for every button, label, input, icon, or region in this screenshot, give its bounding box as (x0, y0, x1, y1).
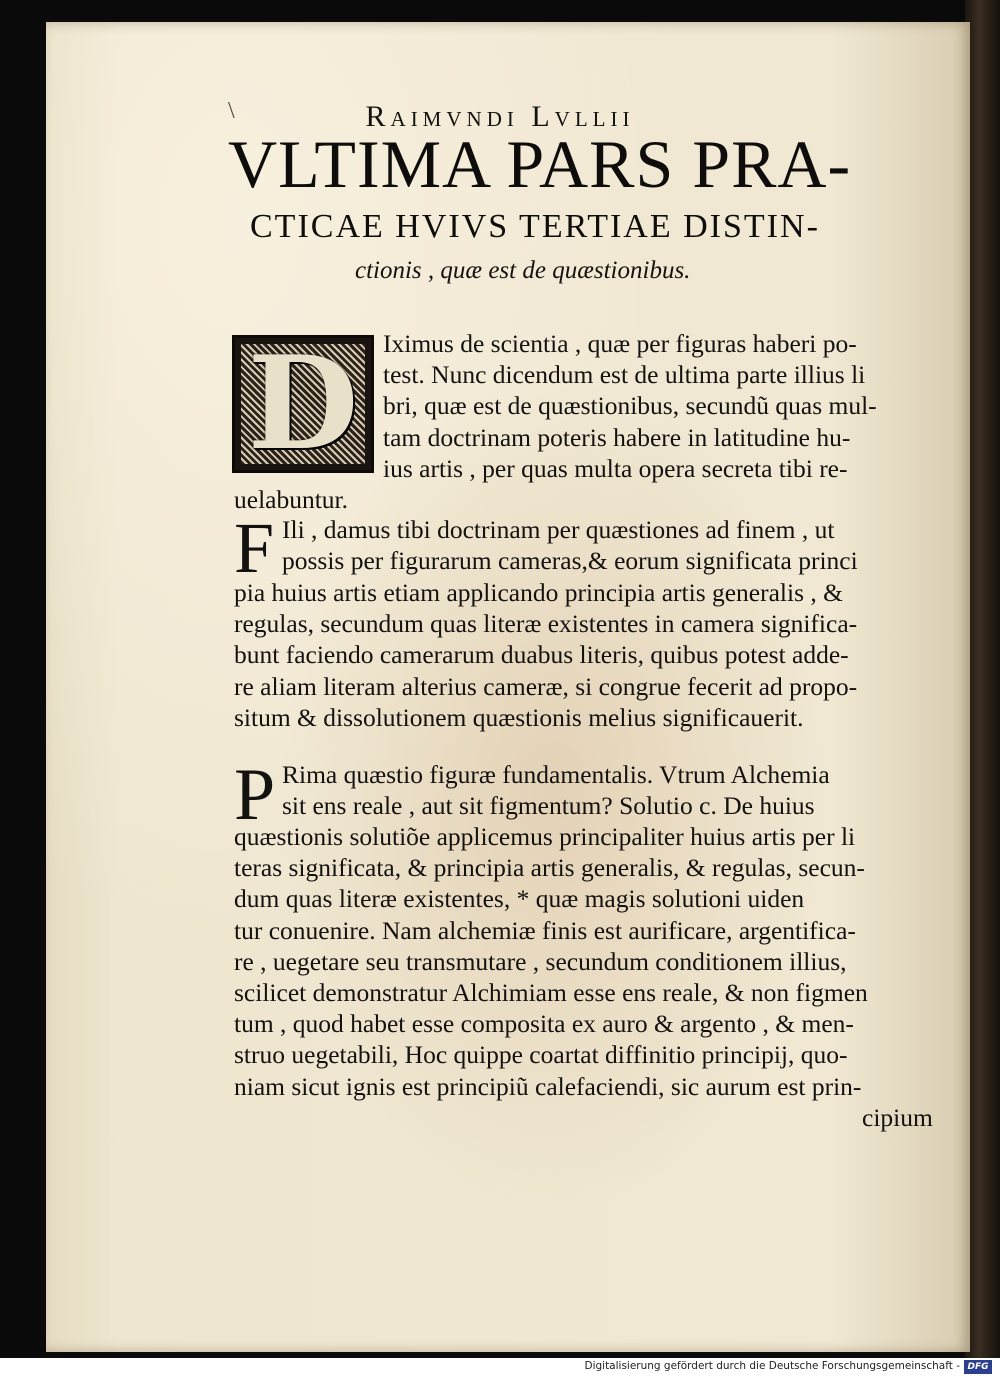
initial-letter: D (247, 329, 359, 479)
text-line: Rima quæstio figuræ fundamentalis. Vtrum Alchemia (282, 760, 830, 789)
text-line: niam sicut ignis est principiũ calefaciendi, sic aurum est prin- (234, 1071, 862, 1101)
text-line: tum , quod habet esse composita ex auro & argento , & men- (234, 1009, 854, 1039)
footer-bar (0, 1358, 1000, 1377)
text-line: tam doctrinam poteris habere in latitudine hu- (383, 422, 851, 452)
text-line: tur conuenire. Nam alchemiæ finis est aurificare, argentifica- (234, 915, 856, 945)
text-line: quæstionis solutiõe applicemus principaliter huius artis per li (234, 822, 856, 851)
text-line: dum quas literæ existentes, * quæ magis solutioni uiden (234, 884, 805, 914)
book-spine-edge (965, 0, 1000, 1358)
text-line: pia huius artis etiam applicando principia artis generalis , & (234, 578, 843, 607)
title-line-3: ctionis , quæ est de quæstionibus. (355, 257, 691, 284)
text-line: test. Nunc dicendum est de ultima parte illius li (383, 360, 866, 390)
funding-notice: Digitalisierung gefördert durch die Deutsche Forschungsgemeinschaft - (584, 1360, 960, 1372)
title-line-2: CTICAE HVIVS TERTIAE DISTIN- (250, 208, 820, 245)
text-line: situm & dissolutionem quæstionis melius significauerit. (234, 702, 804, 732)
paragraph-2-body (234, 577, 857, 733)
text-line: scilicet demonstratur Alchimiam esse ens reale, & non figmen (234, 977, 868, 1007)
initial-p: P (234, 754, 276, 836)
dfg-logo: DFG (964, 1360, 992, 1374)
catchword-text: cipium (862, 1103, 933, 1132)
text-line: regulas, secundum quas literæ existentes in camera significa- (234, 609, 858, 639)
text-line: re aliam literam alterius cameræ, si congrue fecerit ad propo- (234, 671, 858, 701)
running-head-text: Raimvndi Lvllii (365, 100, 635, 133)
catchword (862, 1102, 933, 1133)
paragraph-3-body (234, 821, 868, 1102)
text-line: Ili , damus tibi doctrinam per quæstiones ad finem , ut (282, 515, 835, 544)
paragraph-1-beside-initial (383, 328, 953, 484)
title-line-1: VLTIMA PARS PRA- (228, 126, 852, 202)
text-line: struo uegetabili, Hoc quippe coartat diffinitio principij, quo- (234, 1040, 848, 1070)
text-line: uelabuntur. (234, 485, 349, 514)
text-line: ius artis , per quas multa opera secreta tibi re- (383, 453, 848, 483)
decorated-initial-d (232, 329, 374, 479)
margin-mark: \ (228, 98, 240, 124)
text-line: Iximus de scientia , quæ per figuras haberi po- (383, 329, 857, 358)
paragraph-2-head (282, 514, 858, 576)
text-line: bunt faciendo camerarum duabus literis, quibus potest adde- (234, 640, 849, 670)
text-line: re , uegetare seu transmutare , secundum conditionem illius, (234, 946, 847, 976)
text-line: bri, quæ est de quæstionibus, secundũ quas mul- (383, 391, 877, 421)
text-line: teras significata, & principia artis generalis, & regulas, secun- (234, 853, 865, 883)
paragraph-3-head (282, 759, 830, 821)
initial-f: F (234, 508, 275, 588)
text-line: sit ens reale , aut sit figmentum? Solutio c. De huius (282, 791, 815, 821)
text-line: possis per figurarum cameras,& eorum significata princi (282, 546, 858, 576)
